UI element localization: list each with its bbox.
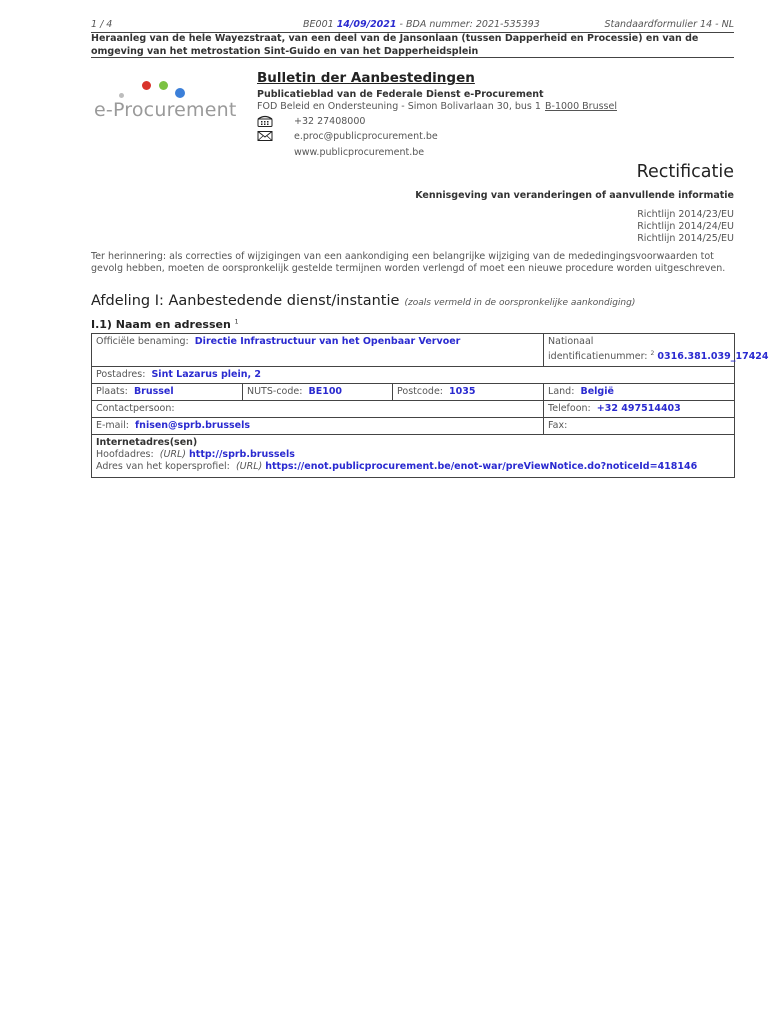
directive-item: Richtlijn 2014/25/EU [637,233,734,244]
section-title: Afdeling I: Aanbestedende dienst/instantie [91,293,400,309]
directive-list [637,209,734,245]
page-number: 1 / 4 [91,19,113,30]
phone-cell [544,401,735,418]
logo-wordmark: e-Procurement [94,99,237,121]
country-value: België [580,386,614,397]
nuts-value: BE100 [308,386,343,397]
nuts-cell [243,384,393,401]
publisher-address: FOD Beleid en Ondersteuning - Simon Bolivarlaan 30, bus 1 [257,101,541,112]
notice-code: BE001 [303,19,334,30]
fax-cell [544,418,735,435]
city-label: Plaats: [96,386,128,397]
notice-subject: Heraanleg van de hele Wayezstraat, van een deel van de Jansonlaan (tussen Dapperheid en Processie) en van de omgeving van het metrostation Sint-Guido en van het Dapperheidsplein [91,33,699,57]
national-id-footnote: 2 [650,350,655,357]
official-name-cell [92,334,544,367]
internet-heading: Internetadres(sen) [96,437,198,448]
national-id-value: 0316.381.039_17424 [657,351,769,363]
phone-label: Telefoon: [548,403,591,414]
subsection-title: I.1) Naam en adressen [91,318,231,331]
footnote-marker: 1 [234,318,239,326]
logo-dot-red [142,81,151,90]
table-row [92,401,735,418]
table-row [92,384,735,401]
postal-address-cell [92,367,735,384]
contact-person-label: Contactpersoon: [96,403,175,414]
e-procurement-logo [94,78,237,122]
publisher-name: Publicatieblad van de Federale Dienst e-Procurement [257,89,544,100]
telephone-icon [257,115,273,127]
national-id-cell [544,334,769,367]
reminder-paragraph: Ter herinnering: als correcties of wijzigingen van een aankondiging een belangrijke wijziging van de mededingingsvoorwaarden tot gevolg hebben, moeten de oorspronkelijk gestelde termijnen worden verlengd of moet een nieuwe procedure worden uitgeschreven. [91,251,726,274]
envelope-icon [257,130,273,142]
postcode-label: Postcode: [397,386,443,397]
document-subtitle: Kennisgeving van veranderingen of aanvullende informatie [415,190,734,201]
country-label: Land: [548,386,575,397]
national-id-line [548,348,769,363]
main-url-link[interactable]: http://sprb.brussels [189,449,295,460]
buyer-url-tag: (URL) [235,461,263,472]
internet-cell [92,435,735,478]
table-row [92,418,735,435]
official-name-value: Directie Infrastructuur van het Openbaar Vervoer [194,336,461,347]
publisher-website[interactable]: www.publicprocurement.be [294,147,425,158]
page-header [91,19,734,32]
contact-table [91,333,769,478]
email-value[interactable]: fnisen@sprb.brussels [135,420,251,431]
main-url-tag: (URL) [159,449,186,460]
bulletin-title[interactable]: Bulletin der Aanbestedingen [257,70,475,86]
postcode-value: 1035 [449,386,476,397]
publisher-phone: +32 27408000 [294,116,366,127]
phone-value: +32 497514403 [596,403,681,414]
form-name: Standaardformulier 14 - NL [604,19,734,30]
email-label: E-mail: [96,420,129,431]
logo-dot-green [159,81,168,90]
subsection-heading [91,318,239,331]
table-row [92,367,735,384]
nuts-label: NUTS-code: [247,386,303,397]
main-address-label: Hoofdadres: [96,449,154,460]
email-cell [92,418,544,435]
official-name-label: Officiële benaming: [96,336,189,347]
logo-dot-blue [175,88,185,98]
postal-address-value: Sint Lazarus plein, 2 [151,369,262,380]
fax-label: Fax: [548,420,568,431]
section-heading [91,290,635,309]
bda-number: - BDA nummer: 2021-535393 [399,19,540,30]
buyer-profile-label: Adres van het kopersprofiel: [96,461,230,472]
publisher-email[interactable]: e.proc@publicprocurement.be [294,131,438,142]
national-id-label-2: identificatienummer: [548,351,648,363]
national-id-label-1: Nationaal [548,336,594,347]
main-address-line [96,449,730,461]
city-value: Brussel [133,386,174,397]
city-cell [92,384,243,401]
postcode-cell [393,384,544,401]
table-row [92,334,735,367]
notice-date: 14/09/2021 [336,19,397,30]
table-row [92,435,735,478]
publisher-city: B-1000 Brussel [545,101,617,112]
logo-dot-grey [119,93,124,98]
header-rule-bottom [91,57,734,58]
notice-reference [303,19,540,30]
directive-item: Richtlijn 2014/24/EU [637,221,734,232]
directive-item: Richtlijn 2014/23/EU [637,209,734,220]
buyer-profile-line [96,461,730,473]
section-note: (zoals vermeld in de oorspronkelijke aankondiging) [404,298,636,308]
contact-person-cell [92,401,544,418]
postal-address-label: Postadres: [96,369,146,380]
document-title: Rectificatie [636,162,734,182]
buyer-profile-link[interactable]: https://enot.publicprocurement.be/enot-war/preViewNotice.do?noticeId=418146 [265,461,698,472]
country-cell [544,384,735,401]
